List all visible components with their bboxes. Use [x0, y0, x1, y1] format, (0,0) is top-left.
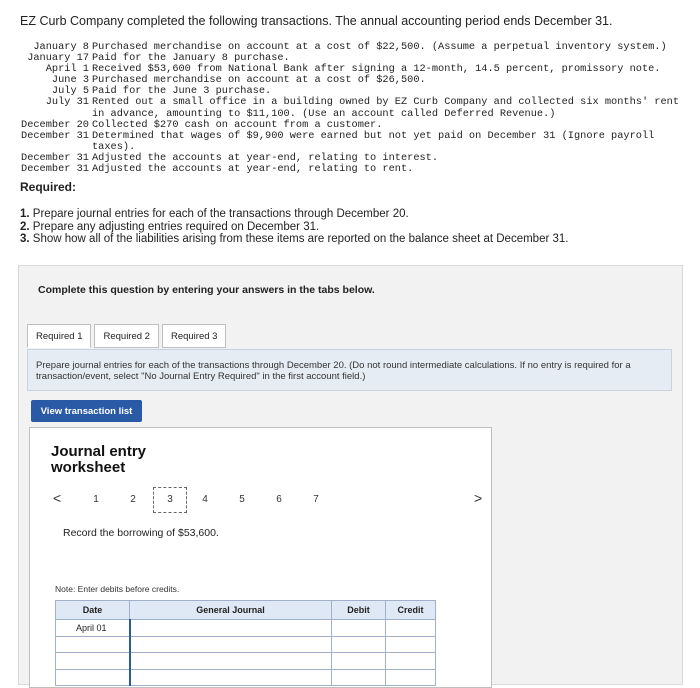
- transaction-date: December 20: [21, 118, 89, 131]
- journal-table: [55, 600, 436, 686]
- transaction-date: December 31: [21, 163, 89, 176]
- credit-input[interactable]: [386, 669, 436, 686]
- transaction-date: January 17: [27, 52, 89, 65]
- view-transaction-list-button[interactable]: View transaction list: [31, 400, 142, 422]
- transaction-row: [19, 164, 694, 175]
- transaction-date: June 3: [51, 74, 89, 87]
- required-item: 3. Show how all of the liabilities arising from these items are reported on the balance sheet at December 31.: [20, 233, 569, 246]
- transaction-text: Paid for the January 8 purchase.: [92, 52, 290, 65]
- record-prompt: Record the borrowing of $53,600.: [63, 527, 219, 539]
- page-3[interactable]: 3: [153, 487, 187, 513]
- transaction-text: Adjusted the accounts at year-end, relating to rent.: [92, 163, 414, 176]
- account-input[interactable]: [130, 620, 332, 637]
- page-2[interactable]: 2: [130, 494, 136, 505]
- credit-input[interactable]: [386, 620, 436, 637]
- problem-intro: EZ Curb Company completed the following transactions. The annual accounting period ends December 31.: [20, 14, 613, 28]
- debit-input[interactable]: [332, 636, 386, 653]
- transaction-text: Received $53,600 from National Bank after signing a 12-month, 14.5 percent, promissory note.: [92, 63, 661, 76]
- account-input[interactable]: [130, 636, 332, 653]
- transaction-text: Adjusted the accounts at year-end, relating to interest.: [92, 151, 439, 164]
- debit-header: Debit: [332, 601, 386, 620]
- transaction-text: Purchased merchandise on account at a cost of $22,500. (Assume a perpetual inventory system.): [92, 41, 667, 53]
- worksheet-pager: [50, 487, 490, 515]
- transaction-date: July 31: [45, 96, 89, 109]
- account-input[interactable]: [130, 653, 332, 670]
- tab-bar: [27, 324, 229, 348]
- transaction-row: [19, 97, 694, 119]
- transaction-text: Purchased merchandise on account at a cost of $26,500.: [92, 74, 426, 87]
- credit-input[interactable]: [386, 636, 436, 653]
- debit-input[interactable]: [332, 669, 386, 686]
- date-header: Date: [56, 601, 130, 620]
- page-5[interactable]: 5: [239, 494, 245, 505]
- worksheet-title: Journal entry worksheet: [51, 443, 147, 476]
- chevron-left-icon[interactable]: <: [53, 490, 62, 506]
- debit-input[interactable]: [332, 620, 386, 637]
- transaction-text: Determined that wages of $9,900 were earned but not yet paid on December 31 (Ignore payroll taxes).: [92, 129, 655, 153]
- page-4[interactable]: 4: [202, 494, 208, 505]
- transaction-date: July 5: [51, 85, 89, 98]
- transaction-date: April 1: [45, 63, 89, 76]
- transaction-text: Collected $270 cash on account from a customer.: [92, 118, 383, 131]
- date-cell: [56, 636, 130, 653]
- credit-header: Credit: [386, 601, 436, 620]
- page-1[interactable]: 1: [93, 494, 99, 505]
- required-item: 2. Prepare any adjusting entries required on December 31.: [20, 220, 320, 233]
- instruction-box: Prepare journal entries for each of the transactions through December 20. (Do not round intermediate calculations. If no entry is required for a transaction/event, select "No Journal Entry Required" in the first account field.): [27, 349, 672, 391]
- date-cell: [56, 669, 130, 686]
- tab-required-3[interactable]: Required 3: [162, 324, 226, 348]
- journal-header-row: [56, 601, 436, 620]
- chevron-right-icon[interactable]: >: [474, 490, 483, 506]
- transaction-date: December 31: [21, 151, 89, 164]
- credit-input[interactable]: [386, 653, 436, 670]
- account-header: General Journal: [130, 601, 332, 620]
- date-cell: April 01: [56, 620, 130, 637]
- tab-required-2[interactable]: Required 2: [94, 324, 158, 348]
- transaction-row: [19, 131, 694, 153]
- required-heading: Required:: [20, 180, 77, 194]
- debit-input[interactable]: [332, 653, 386, 670]
- transaction-text: Paid for the June 3 purchase.: [92, 85, 272, 98]
- transaction-list: [19, 42, 694, 175]
- required-list: [20, 208, 568, 246]
- table-row: [56, 669, 436, 686]
- entry-note: Note: Enter debits before credits.: [55, 584, 180, 594]
- table-row: [56, 620, 436, 637]
- complete-title: Complete this question by entering your answers in the tabs below.: [38, 284, 375, 296]
- date-cell: [56, 653, 130, 670]
- page-7[interactable]: 7: [313, 494, 319, 505]
- transaction-date: January 8: [33, 41, 89, 53]
- table-row: [56, 636, 436, 653]
- account-input[interactable]: [130, 669, 332, 686]
- table-row: [56, 653, 436, 670]
- transaction-date: December 31: [21, 129, 89, 142]
- transaction-text: Rented out a small office in a building owned by EZ Curb Company and collected six months' rent in advance, amounting to $11,100. (Use an account called Deferred Revenue.): [92, 96, 680, 120]
- page-6[interactable]: 6: [276, 494, 282, 505]
- required-item: 1. Prepare journal entries for each of the transactions through December 20.: [20, 208, 409, 220]
- tab-required-1[interactable]: Required 1: [27, 324, 91, 348]
